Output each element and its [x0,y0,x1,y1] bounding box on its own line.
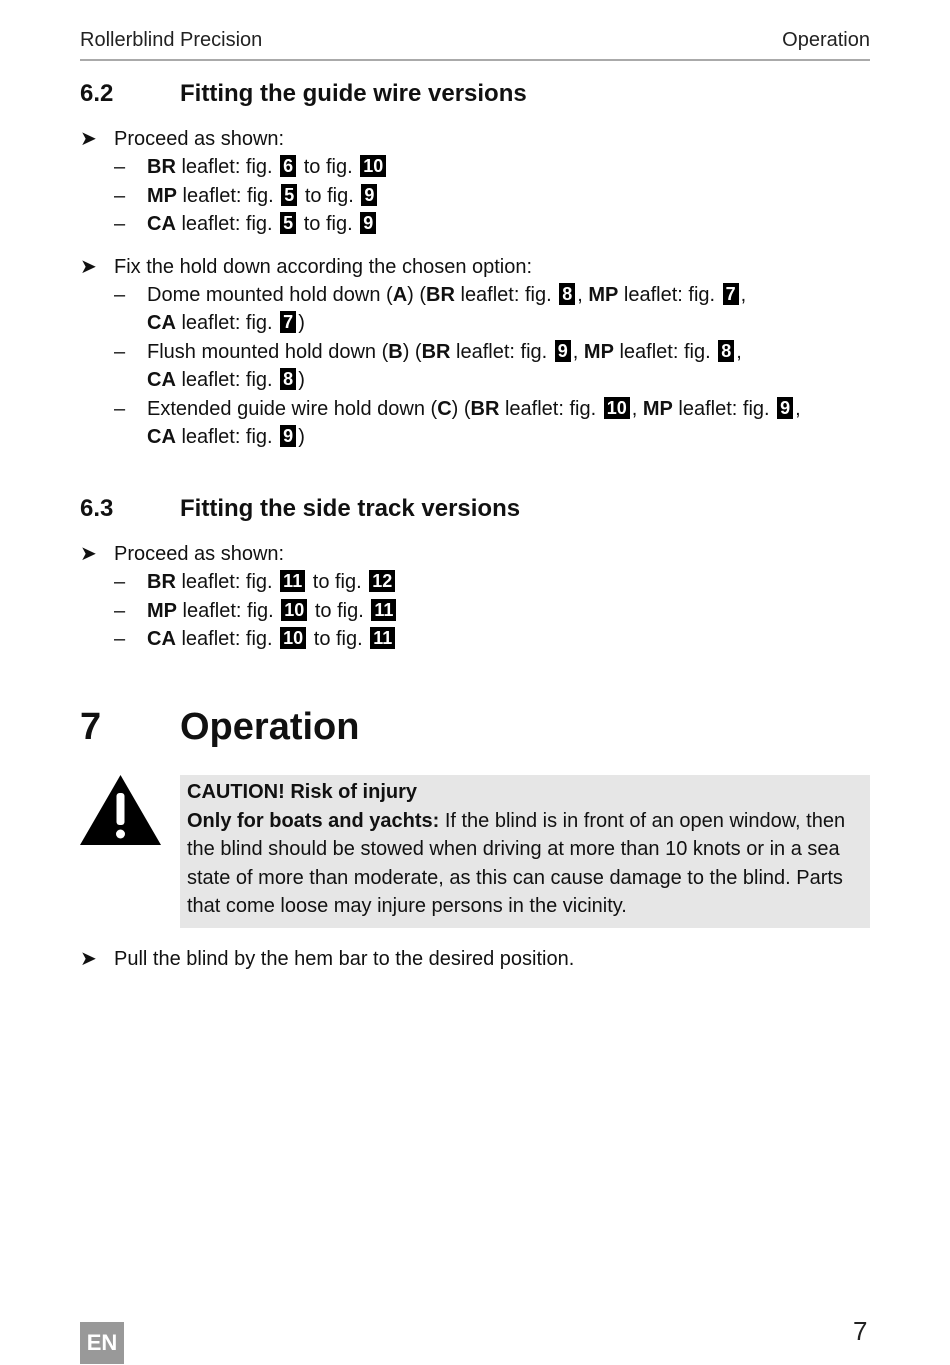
section-number: 6.3 [80,495,114,522]
leaflet-code: A [392,284,408,307]
section-title: Fitting the guide wire versions [180,80,527,107]
figure-number-badge: 10 [360,155,386,177]
text: leaflet: fig. [175,213,279,236]
figure-number-badge: 9 [555,340,571,362]
text: , [631,397,643,420]
figure-number-badge: 11 [371,599,396,621]
text: leaflet: fig. [454,284,558,307]
header-chapter-title: Operation [782,29,870,51]
text: to fig. [307,571,368,594]
list-item [80,338,880,395]
arrow-bullet-icon: ➤ [80,543,97,565]
text: leaflet: fig. [618,284,721,307]
leaflet-code: CA [147,426,176,449]
list-item [80,210,880,238]
list-item-line [147,182,880,210]
list-item [80,153,880,181]
step-text: Proceed as shown: [114,543,285,565]
text: leaflet: fig. [499,397,602,420]
text: leaflet: fig. [175,571,279,594]
leaflet-code: BR [147,156,176,179]
leaflet-code: BR [426,284,455,307]
text: Flush mounted hold down ( [147,340,389,363]
caution-body: If the blind is in front of an open window, then the blind should be stowed when driving at more than 10 knots or in a sea state of more than moderate, as this can cause damage to the blind. Parts that come loose may injure persons in the vicinity. [187,809,846,917]
page-number: 7 [853,1316,868,1346]
leaflet-code: MP [583,340,614,363]
text: to fig. [308,628,369,651]
dash-bullet: – [114,599,126,622]
figure-number-badge: 8 [559,283,575,305]
text: leaflet: fig. [672,397,776,420]
section-number: 6.2 [80,80,114,107]
figure-number-badge: 9 [360,212,376,234]
chapter-number: 7 [80,706,102,748]
figure-number-badge: 9 [777,397,793,419]
leaflet-code: BR [421,340,451,363]
caution-box [180,775,870,928]
text: leaflet: fig. [175,628,279,651]
list-item-line [147,568,880,596]
text: leaflet: fig. [177,184,280,207]
list-item-line [147,153,880,181]
text: ) [298,312,305,335]
header-divider [80,59,870,61]
text: leaflet: fig. [175,426,279,449]
list-item-line [147,423,880,451]
section-6-2-body [80,125,880,451]
leaflet-code: MP [642,397,673,420]
language-badge: EN [80,1322,124,1364]
figure-number-badge: 10 [280,627,306,649]
text: to fig. [298,213,359,236]
dash-bullet: – [114,397,126,420]
figure-number-badge: 5 [281,184,297,206]
leaflet-code: MP [147,599,177,622]
text: leaflet: fig. [175,156,279,179]
dash-bullet: – [114,340,126,363]
leaflet-code: C [437,397,452,420]
figure-number-badge: 12 [369,570,395,592]
instruction-step [80,125,880,239]
text: ) [298,369,305,392]
text: ) ( [402,340,422,363]
list-item [80,281,880,338]
text: to fig. [309,599,370,622]
text: , [572,340,584,363]
leaflet-code: B [388,340,403,363]
list-item-line [147,597,880,625]
leaflet-code: MP [147,184,177,207]
figure-number-badge: 11 [280,570,305,592]
dash-bullet: – [114,284,126,307]
figure-number-badge: 8 [718,340,734,362]
text: , [736,340,742,363]
list-item-line [147,281,880,309]
caution-text [187,807,863,921]
text: , [795,397,801,420]
arrow-bullet-icon: ➤ [80,948,97,970]
figure-number-badge: 7 [280,311,296,333]
leaflet-code: CA [147,312,176,335]
arrow-bullet-icon: ➤ [80,128,97,150]
text: , [740,284,747,307]
list-item-line [147,366,880,394]
instruction-step [80,540,880,654]
figure-number-badge: 10 [604,397,630,419]
figure-number-badge: 8 [280,368,296,390]
leaflet-code: BR [147,571,176,594]
leaflet-code: MP [588,284,619,307]
list-item-line [147,395,880,423]
step-text: Proceed as shown: [114,128,285,150]
text: leaflet: fig. [613,340,717,363]
section-title: Fitting the side track versions [180,495,521,522]
leaflet-code: BR [470,397,500,420]
list-item-line [147,625,880,653]
caution-title: CAUTION! Risk of injury [187,781,418,803]
dash-bullet: – [114,628,126,651]
leaflet-code: CA [147,369,176,392]
list-item-line [147,210,880,238]
instruction-step [80,253,880,452]
list-item [80,568,880,596]
dash-bullet: – [114,156,126,179]
leaflet-code: CA [147,628,176,651]
dash-bullet: – [114,184,126,207]
text: ) ( [451,397,471,420]
final-step [80,945,880,973]
list-item [80,395,880,452]
figure-number-badge: 11 [370,627,395,649]
text: , [577,284,589,307]
chapter-heading [80,706,360,749]
text: ) [298,426,305,449]
text: to fig. [298,156,359,179]
header-document-title: Rollerblind Precision [80,29,263,51]
leaflet-code: CA [147,213,176,236]
figure-number-badge: 10 [281,599,307,621]
text: leaflet: fig. [177,599,280,622]
list-item [80,625,880,653]
list-item [80,182,880,210]
text: to fig. [299,184,360,207]
chapter-title: Operation [180,706,360,748]
list-item-line [147,309,880,337]
step-text: Fix the hold down according the chosen option: [114,255,533,278]
text: leaflet: fig. [175,369,279,392]
text: ) ( [407,284,427,307]
figure-number-badge: 6 [280,155,296,177]
text: Dome mounted hold down ( [147,284,393,307]
figure-number-badge: 9 [280,425,296,447]
text: leaflet: fig. [450,340,553,363]
text: Extended guide wire hold down ( [147,397,438,420]
figure-number-badge: 5 [280,212,296,234]
section-6-3-body [80,540,880,654]
warning-triangle-icon [80,775,161,845]
figure-number-badge: 9 [361,184,377,206]
dash-bullet: – [114,571,126,594]
step-text: Pull the blind by the hem bar to the desired position. [114,948,575,970]
dash-bullet: – [114,213,126,236]
arrow-bullet-icon: ➤ [80,255,97,278]
caution-lead: Only for boats and yachts: [187,809,440,832]
list-item-line [147,338,880,366]
figure-number-badge: 7 [723,283,739,305]
text: leaflet: fig. [175,312,279,335]
list-item [80,597,880,625]
